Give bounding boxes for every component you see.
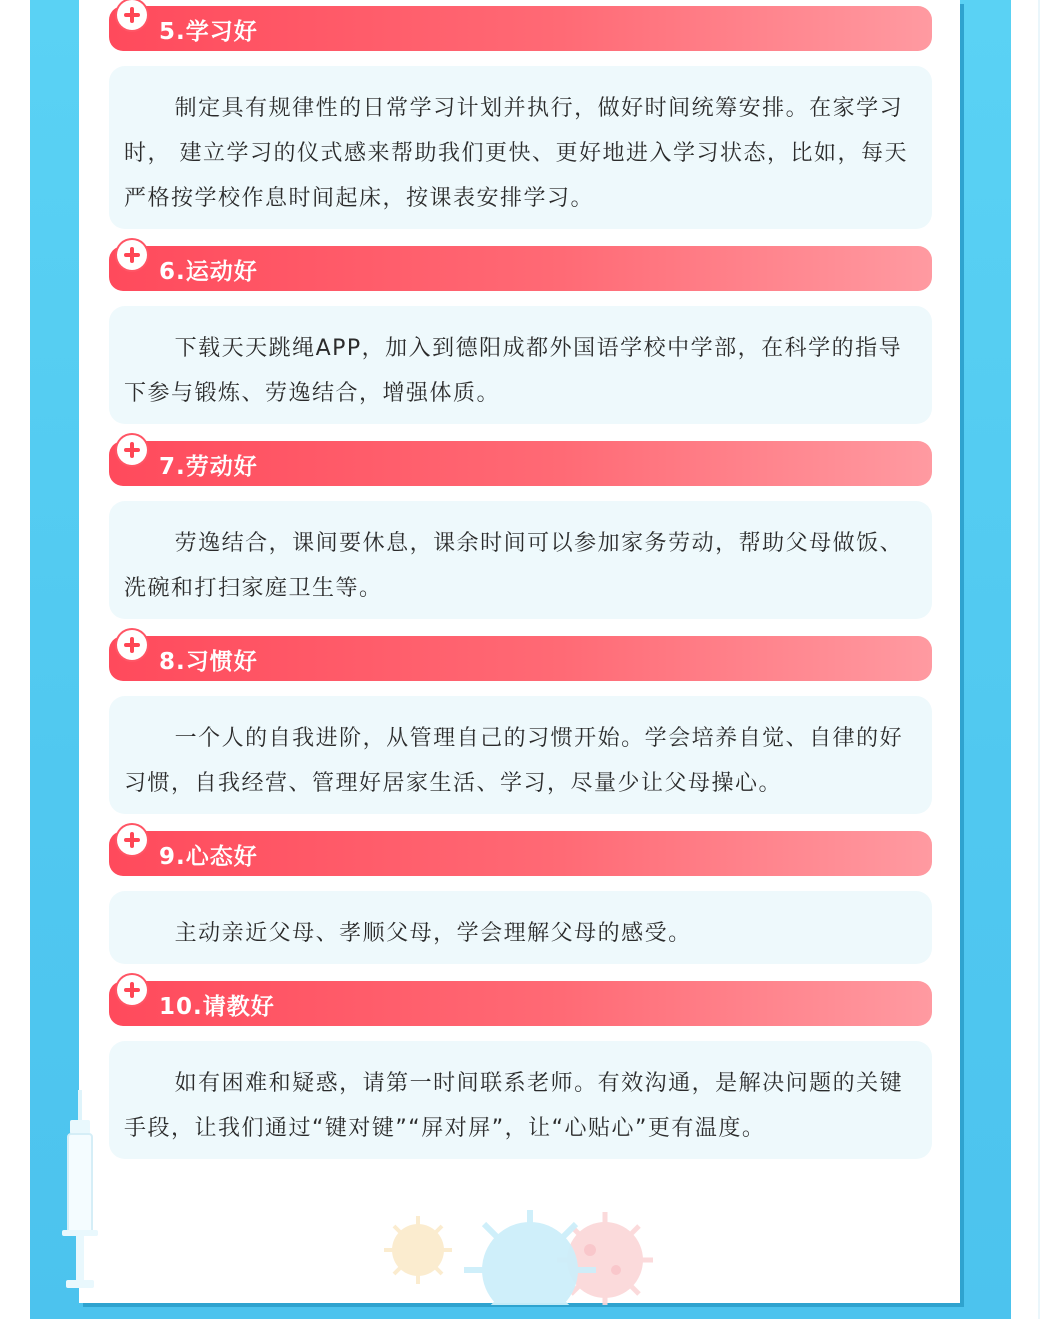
plus-icon [117,825,147,855]
section-text: 制定具有规律性的日常学习计划并执行，做好时间统筹安排。在家学习时， 建立学习的仪式感来帮助我们更快、更好地进入学习状态，比如，每天严格按学校作息时间起床，按课表安排学习。 [124,96,908,211]
section-text: 主动亲近父母、孝顺父母，学会理解父母的感受。 [174,921,692,946]
section-title: 10.请教好 [159,994,275,1020]
section-text: 劳逸结合，课间要休息，课余时间可以参加家务劳动，帮助父母做饭、洗碗和打扫家庭卫生等。 [124,531,904,601]
syringe-icon [62,1090,98,1290]
section-card-5 [109,66,932,229]
section-header-5 [109,6,932,51]
section-header-10 [109,981,932,1026]
section-text: 如有困难和疑惑，请第一时间联系老师。有效沟通，是解决问题的关键手段，让我们通过“键对键”“屏对屏”，让“心贴心”更有温度。 [124,1071,904,1141]
section-title: 9.心态好 [159,844,258,870]
section-header-7 [109,441,932,486]
virus-icon [380,1210,680,1305]
section-card-10 [109,1041,932,1159]
section-header-6 [109,246,932,291]
section-card-8 [109,696,932,814]
plus-icon [117,630,147,660]
plus-icon [117,975,147,1005]
plus-icon [117,435,147,465]
section-header-8 [109,636,932,681]
section-text: 一个人的自我进阶，从管理自己的习惯开始。学会培养自觉、自律的好习惯，自我经营、管理好居家生活、学习，尽量少让父母操心。 [124,726,904,796]
edge-divider [1038,0,1040,1319]
plus-icon [117,240,147,270]
section-title: 5.学习好 [159,19,258,45]
section-text: 下载天天跳绳APP，加入到德阳成都外国语学校中学部，在科学的指导下参与锻炼、劳逸结合，增强体质。 [124,336,903,406]
section-header-9 [109,831,932,876]
section-card-6 [109,306,932,424]
section-title: 7.劳动好 [159,454,258,480]
section-card-7 [109,501,932,619]
section-card-9 [109,891,932,964]
section-title: 6.运动好 [159,259,258,285]
plus-icon [117,0,147,30]
section-title: 8.习惯好 [159,649,258,675]
